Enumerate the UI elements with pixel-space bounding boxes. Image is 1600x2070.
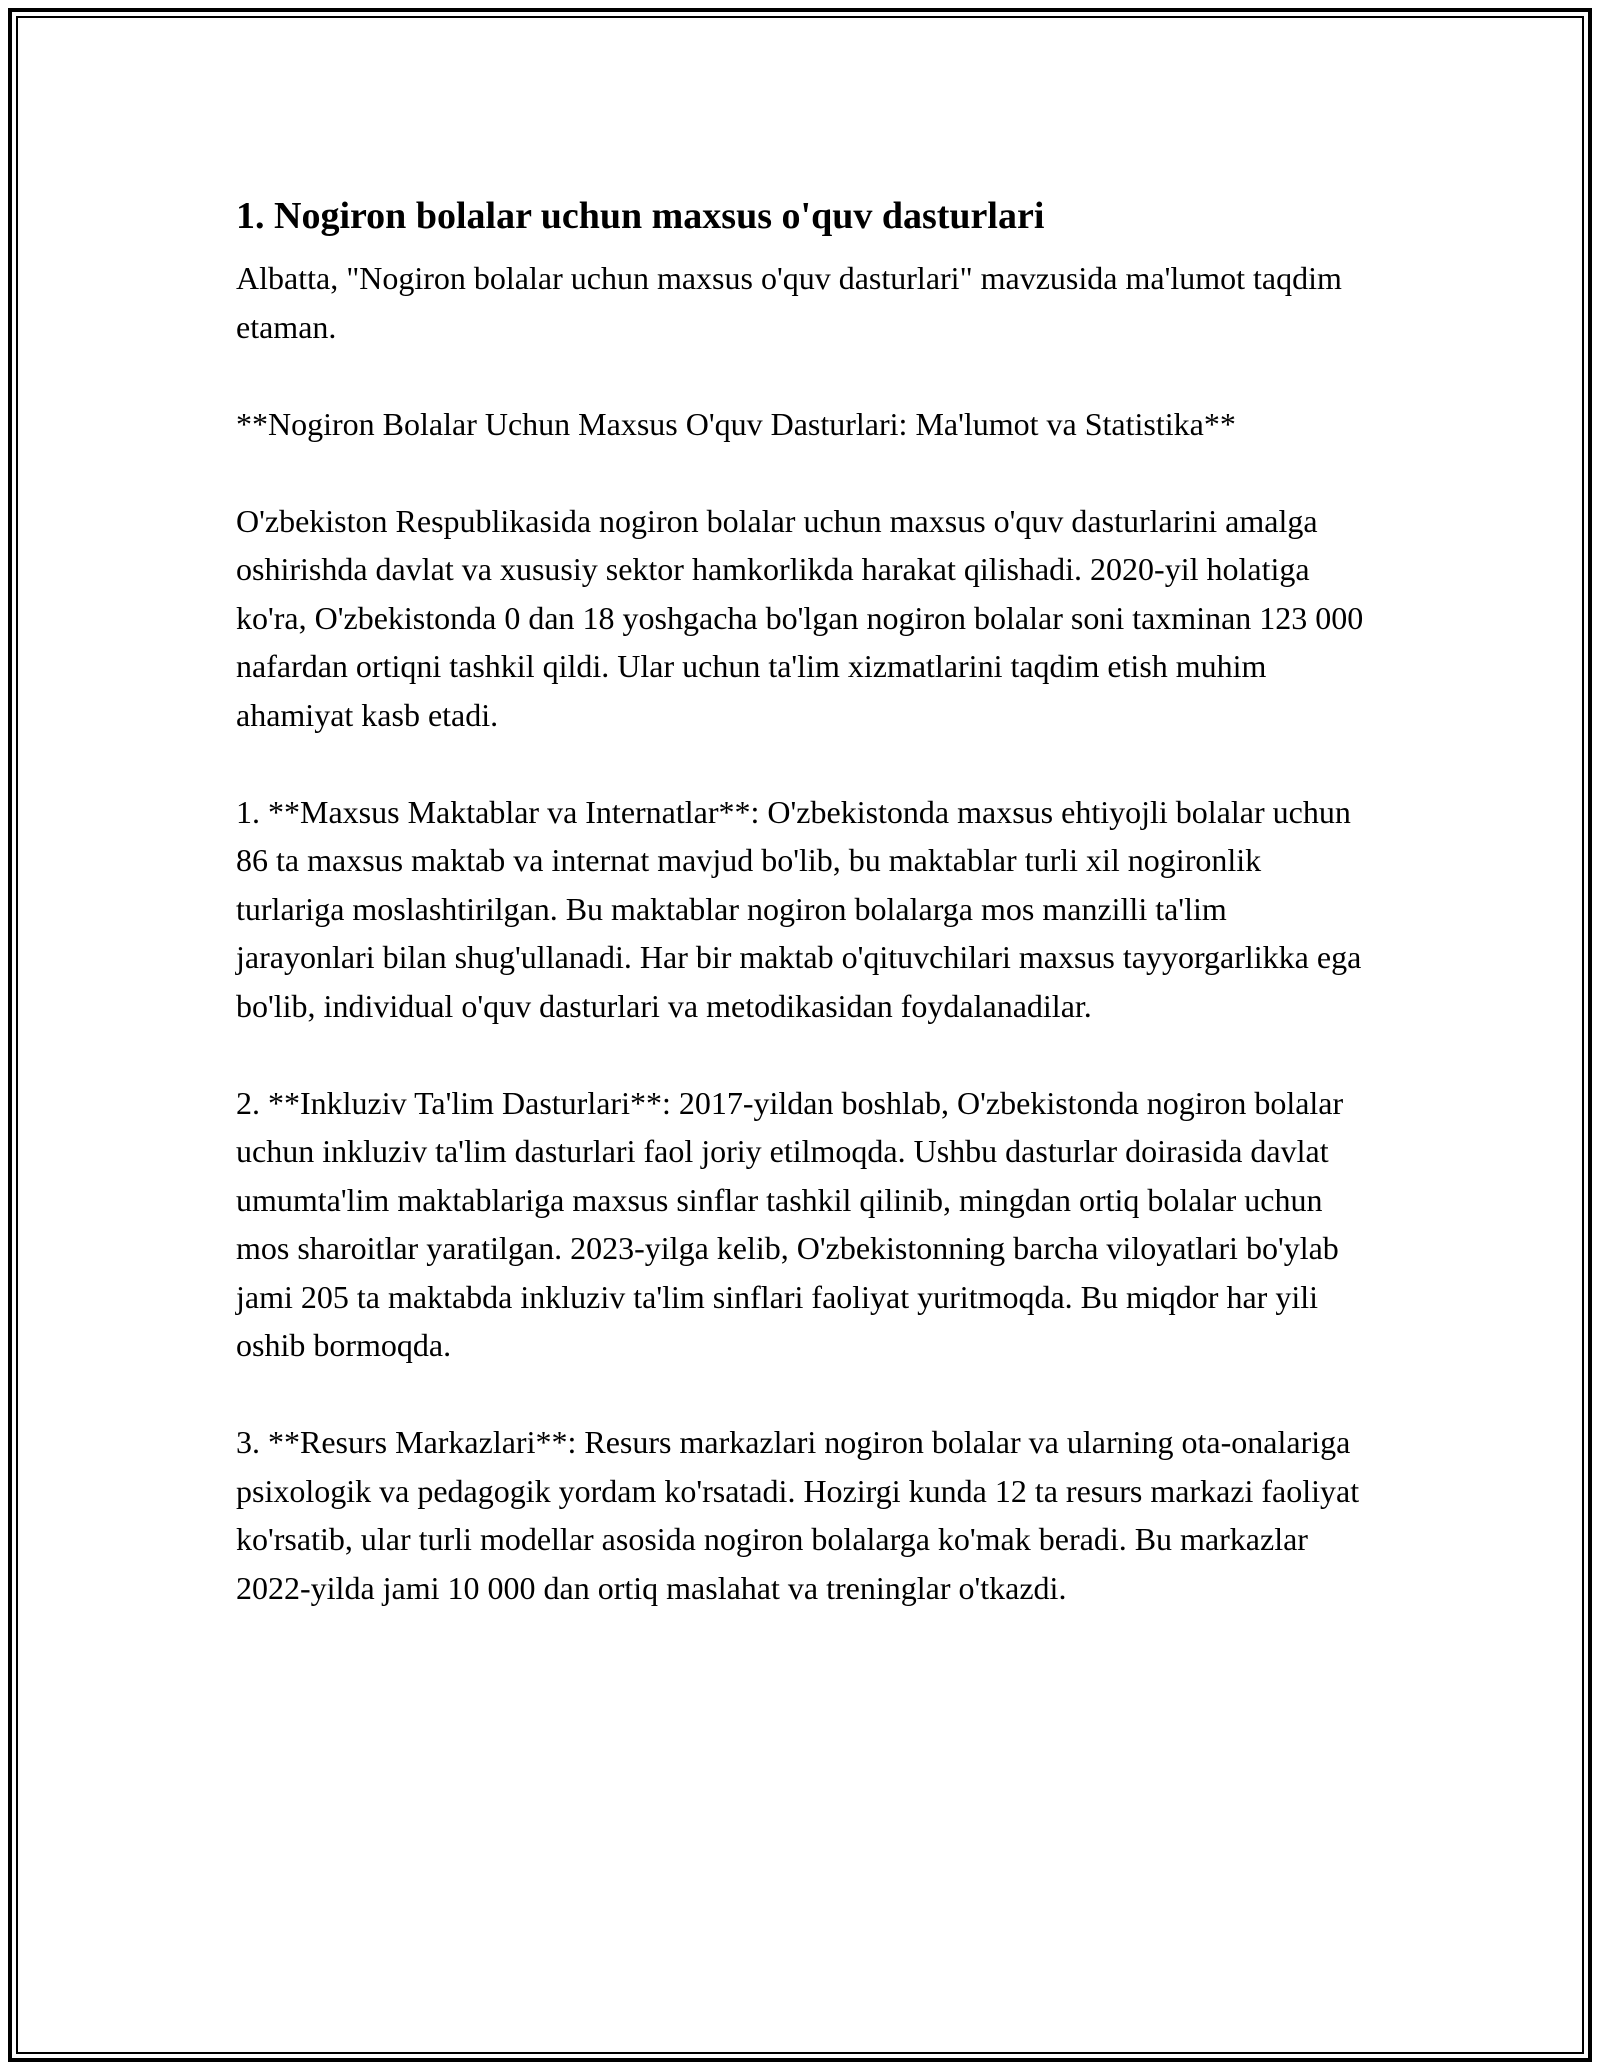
overview-paragraph: O'zbekiston Respublikasida nogiron bolalar uchun maxsus o'quv dasturlarini amalga oshirishda davlat va xususiy sektor hamkorlikda harakat qilishadi. 2020-yil holatiga ko'ra, O'zbekistonda 0 dan 18 yoshgacha bo'lgan nogiron bolalar soni taxminan 123 000 nafardan ortiqni tashkil qildi. Ular uchun ta'lim xizmatlarini taqdim etish muhim ahamiyat kasb etadi. bbox=[236, 502, 1364, 733]
document-title: 1. Nogiron bolalar uchun maxsus o'quv dasturlari bbox=[236, 195, 1045, 237]
resource-centers-paragraph: 3. **Resurs Markazlari**: Resurs markazlari nogiron bolalar va ularning ota-onalariga psixologik va pedagogik yordam ko'rsatadi. Hozirgi kunda 12 ta resurs markazi faoliyat ko'rsatib, ular turli modellar asosida nogiron bolalarga ko'mak beradi. Bu markazlar 2022-yilda jami 10 000 dan ortiq maslahat va treninglar o'tkazdi. bbox=[236, 1424, 1360, 1606]
subtitle-paragraph: **Nogiron Bolalar Uchun Maxsus O'quv Dasturlari: Ma'lumot va Statistika** bbox=[236, 405, 1236, 442]
special-schools-paragraph: 1. **Maxsus Maktablar va Internatlar**: O'zbekistonda maxsus ehtiyojli bolalar uchun 86 ta maxsus maktab va internat mavjud bo'lib, bu maktablar turli xil nogironlik turlariga moslashtirilgan. Bu maktablar nogiron bolalarga mos manzilli ta'lim jarayonlari bilan shug'ullanadi. Har bir maktab o'qituvchilari maxsus tayyorgarlikka ega bo'lib, individual o'quv dasturlari va metodikasidan foydalanadilar. bbox=[236, 793, 1362, 1024]
inclusive-education-paragraph: 2. **Inkluziv Ta'lim Dasturlari**: 2017-yildan boshlab, O'zbekistonda nogiron bolalar uchun inkluziv ta'lim dasturlari faol joriy etilmoqda. Ushbu dasturlar doirasida davlat umumta'lim maktablariga maxsus sinflar tashkil qilinib, mingdan ortiq bolalar uchun mos sharoitlar yaratilgan. 2023-yilga kelib, O'zbekistonning barcha viloyatlari bo'ylab jami 205 ta maktabda inkluziv ta'lim sinflari faoliyat yuritmoqda. Bu miqdor har yili oshib bormoqda. bbox=[236, 1084, 1344, 1363]
intro-paragraph: Albatta, "Nogiron bolalar uchun maxsus o'quv dasturlari" mavzusida ma'lumot taqdim etaman. bbox=[236, 260, 1342, 345]
document-body bbox=[236, 180, 1366, 1661]
